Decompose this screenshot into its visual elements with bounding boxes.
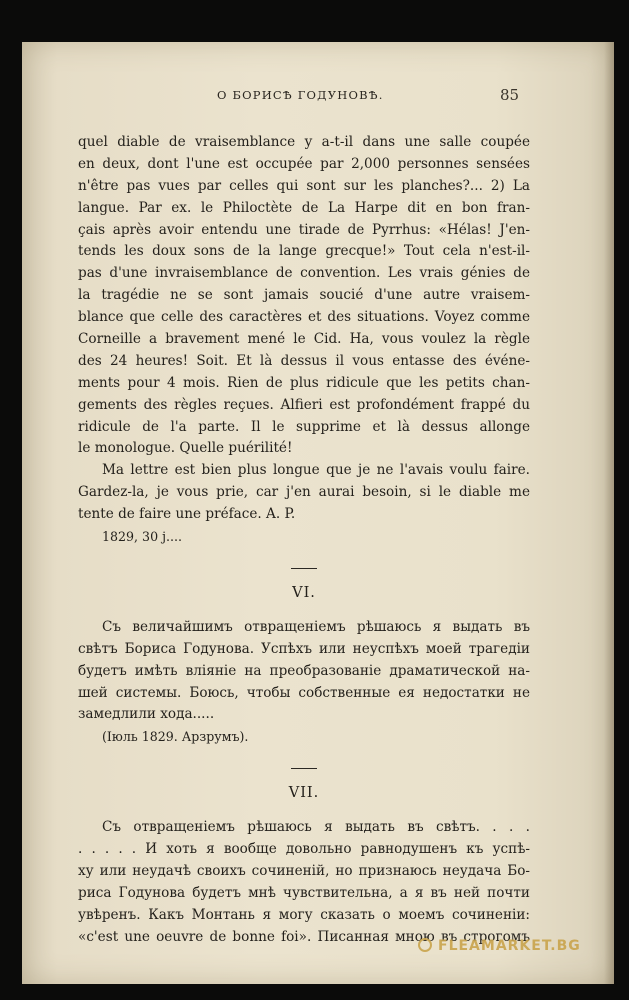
text-line: n'être pas vues par celles qui sont sur les planches?... 2) La (78, 177, 530, 194)
text-line: будетъ имѣть вліяніе на преобразованіе драматической на- (78, 662, 530, 679)
section-title-vi: VI. (292, 584, 316, 601)
text-line: «c'est une oeuvre de bonne foi». Писанная мною въ строгомъ (78, 928, 530, 945)
spacer (78, 769, 530, 781)
spacer (78, 748, 530, 768)
text-line: le monologue. Quelle puérilité! (78, 440, 293, 457)
spacer (78, 805, 530, 817)
text-line: Ma lettre est bien plus longue que je ne l'avais voulu faire. (102, 462, 530, 479)
text-line: свѣтъ Бориса Годунова. Успѣхъ или неуспѣхъ моей трагедіи (78, 640, 530, 657)
page-header (22, 88, 614, 108)
text-line: quel diable de vraisemblance y a-t-il dans une salle coupée (78, 134, 530, 150)
text-line: tends les doux sons de la lange grecque!» Tout cela n'est-il- (78, 243, 530, 260)
spacer (78, 605, 530, 617)
section-vii-text (78, 817, 530, 948)
section-title-vii: VII. (288, 785, 320, 802)
text-line: pas d'une invraisemblance de convention. Les vrais génies de (78, 265, 530, 282)
text-line: ху или неудачѣ своихъ сочиненій, но признаюсь неудача Бо- (78, 863, 530, 880)
page-edge-shadow (604, 42, 614, 984)
text-line: увѣренъ. Какъ Монтань я могу сказать о моемъ сочиненіи: (78, 906, 530, 923)
text-line: gements des règles reçues. Alfieri est profondément frappé du (78, 396, 530, 413)
text-line: . . . . . И хоть я вообще довольно равнодушенъ къ успѣ- (78, 841, 530, 858)
watermark-text: FLEAMARKET.BG (438, 938, 581, 954)
book-page (22, 42, 614, 984)
watermark-logo-icon (418, 938, 432, 952)
watermark (418, 938, 581, 954)
text-line: en deux, dont l'une est occupée par 2,000 personnes sensées (78, 155, 530, 172)
text-line: blance que celle des caractères et des situations. Voyez comme (78, 309, 530, 326)
text-line: ments pour 4 mois. Rien de plus ridicule que les petits chan- (78, 374, 530, 391)
letter-date: 1829, 30 j.... (102, 529, 183, 545)
page-number: 85 (500, 86, 520, 104)
text-line: tente de faire une préface. A. P. (78, 506, 296, 523)
text-line: Съ отвращеніемъ рѣшаюсь я выдать въ свѣтъ. . . . (102, 819, 530, 836)
text-line: Gardez-la, je vous prie, car j'en aurai besoin, si le diable me (78, 484, 530, 501)
text-line: çais après avoir entendu une tirade de Pyrrhus: «Hélas! J'en- (78, 221, 530, 238)
paragraph-closing (78, 460, 530, 548)
text-line: шей системы. Боюсь, чтобы собственные ея недостатки не (78, 684, 530, 701)
page-body (78, 132, 530, 949)
text-line: риса Годунова будетъ мнѣ чувствительна, а я въ ней почти (78, 884, 530, 901)
spacer (78, 548, 530, 568)
text-line: langue. Par ex. le Philoctète de La Harpe dit en bon fran- (78, 199, 530, 216)
section-vi-text (78, 617, 530, 748)
spacer (78, 569, 530, 581)
text-line: ridicule de l'a parte. Il le supprime et là dessus allonge (78, 418, 530, 435)
running-head: О БОРИСѢ ГОДУНОВѢ. (217, 88, 384, 102)
text-line: des 24 heures! Soit. Et là dessus il vous entasse des événe- (78, 352, 530, 369)
section-vi-date: (Іюль 1829. Арзрумъ). (102, 729, 249, 745)
text-line: la tragédie ne se sont jamais soucié d'une autre vraisem- (78, 287, 530, 304)
paragraph-letter (78, 132, 530, 460)
text-line: Съ величайшимъ отвращеніемъ рѣшаюсь я выдать въ (102, 618, 530, 635)
text-line: Corneille a bravement mené le Cid. Ha, vous voulez la règle (78, 331, 530, 348)
text-line: замедлили хода..... (78, 706, 215, 723)
